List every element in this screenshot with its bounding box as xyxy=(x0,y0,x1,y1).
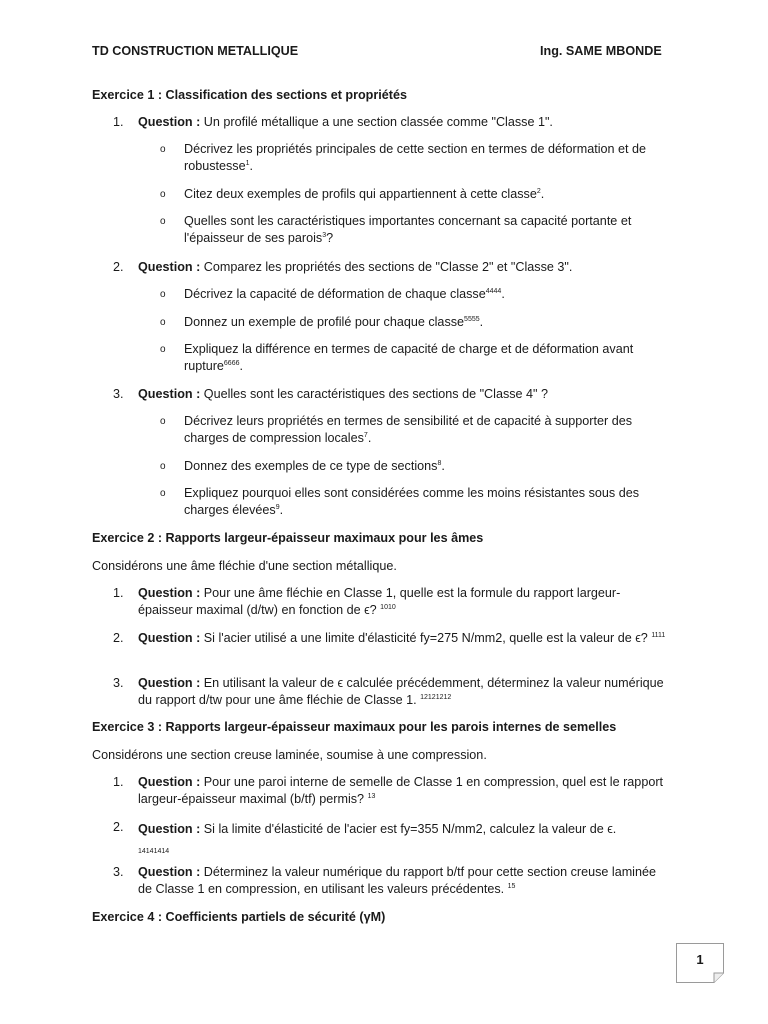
footnote-ref: 5555 xyxy=(464,315,480,323)
footnote-ref: 1 xyxy=(245,159,250,167)
question-label: Question : xyxy=(138,387,201,401)
list-number: 3. xyxy=(113,865,124,879)
question-label: Question : xyxy=(138,631,201,645)
question-text: Quelles sont les caractéristiques des sections de "Classe 4" ? xyxy=(200,387,549,401)
footnote-ref: 4444 xyxy=(485,287,502,295)
bullet-icon: o xyxy=(160,344,166,355)
bullet-icon: o xyxy=(160,488,166,499)
question-label: Question : xyxy=(138,822,201,836)
sub-punct: . xyxy=(279,503,284,517)
list-number: 3. xyxy=(113,387,124,401)
exercise-4-title: Exercice 4 : Coefficients partiels de sécurité (γM) xyxy=(92,910,386,924)
bullet-icon: o xyxy=(160,144,166,155)
question-label: Question : xyxy=(138,586,201,600)
page-number: 1 xyxy=(696,952,704,967)
sub-punct: . xyxy=(441,459,445,473)
question-text: Si la limite d'élasticité de l'acier est fy=355 N/mm2, calculez la valeur de ϵ. xyxy=(200,822,617,836)
page-number-box xyxy=(676,943,724,983)
footnote-ref: 12121212 xyxy=(420,693,452,701)
list-number: 1. xyxy=(113,115,124,129)
question-text: Déterminez la valeur numérique du rapport b/tf pour cette section creuse laminée de Classe 1 en compression, en utilisant les valeurs précédentes. xyxy=(138,865,656,896)
sub-text: Décrivez les propriétés principales de cette section en termes de déformation et de robustesse xyxy=(184,142,647,173)
question-text: Un profilé métallique a une section classée comme "Classe 1". xyxy=(200,115,553,129)
footnote-ref: 8 xyxy=(437,459,442,467)
sub-text: Décrivez la capacité de déformation de chaque classe xyxy=(184,287,486,301)
bullet-icon: o xyxy=(160,289,166,300)
list-number: 2. xyxy=(113,260,124,274)
question-text: Si l'acier utilisé a une limite d'élasticité fy=275 N/mm2, quelle est la valeur de ϵ? xyxy=(200,631,652,645)
footnote-ref: 13 xyxy=(367,792,376,800)
question-text: En utilisant la valeur de ϵ calculée précédemment, déterminez la valeur numérique du rapport d/tw pour une âme fléchie de Classe 1. xyxy=(138,676,664,707)
sub-punct: . xyxy=(540,187,545,201)
question-label: Question : xyxy=(138,676,201,690)
sub-punct: . xyxy=(239,359,243,373)
sub-text: Citez deux exemples de profils qui appartiennent à cette classe xyxy=(184,187,537,201)
sub-text: Donnez des exemples de ce type de sections xyxy=(184,459,438,473)
question-text: Pour une âme fléchie en Classe 1, quelle est la formule du rapport largeur-épaisseur maximal (d/tw) en fonction de ϵ? xyxy=(138,586,621,617)
footnote-ref: 2 xyxy=(536,187,541,195)
sub-punct: . xyxy=(249,159,254,173)
sub-punct: ? xyxy=(326,231,334,245)
question-text: Comparez les propriétés des sections de "Classe 2" et "Classe 3". xyxy=(200,260,573,274)
bullet-icon: o xyxy=(160,189,166,200)
bullet-icon: o xyxy=(160,461,166,472)
question-label: Question : xyxy=(138,775,201,789)
list-number: 2. xyxy=(113,820,124,834)
list-number: 1. xyxy=(113,775,124,789)
exercise-3-intro: Considérons une section creuse laminée, soumise à une compression. xyxy=(92,748,487,762)
doc-title: TD CONSTRUCTION METALLIQUE xyxy=(92,44,299,58)
bullet-icon: o xyxy=(160,216,166,227)
list-number: 2. xyxy=(113,631,124,645)
sub-text: Expliquez pourquoi elles sont considérées comme les moins résistantes sous des charges élevées xyxy=(184,486,640,517)
doc-author: Ing. SAME MBONDE xyxy=(540,44,662,58)
bullet-icon: o xyxy=(160,317,166,328)
sub-punct: . xyxy=(479,315,484,329)
footnote-ref: 3 xyxy=(322,231,327,239)
sub-text: Donnez un exemple de profilé pour chaque classe xyxy=(184,315,465,329)
bullet-icon: o xyxy=(160,416,166,427)
sub-punct: . xyxy=(367,431,372,445)
footnote-ref: 14141414 xyxy=(138,848,170,855)
exercise-3-title: Exercice 3 : Rapports largeur-épaisseur maximaux pour les parois internes de semelles xyxy=(92,720,617,734)
sub-text: Décrivez leurs propriétés en termes de sensibilité et de capacité à supporter des charges de compression locales xyxy=(184,414,633,445)
question-label: Question : xyxy=(138,260,201,274)
question-label: Question : xyxy=(138,865,201,879)
question-text: Pour une paroi interne de semelle de Classe 1 en compression, quel est le rapport largeur-épaisseur maximal (b/tf) permis? xyxy=(138,775,664,806)
footnote-ref: 9 xyxy=(275,503,280,511)
footnote-ref: 7 xyxy=(363,431,368,439)
sub-text: Expliquez la différence en termes de capacité de charge et de déformation avant rupture xyxy=(184,342,634,373)
sub-punct: . xyxy=(501,287,505,301)
sub-text: Quelles sont les caractéristiques importantes concernant sa capacité portante et l'épaisseur de ses parois xyxy=(184,214,632,245)
question-label: Question : xyxy=(138,115,201,129)
list-number: 1. xyxy=(113,586,124,600)
footnote-ref: 15 xyxy=(507,882,516,890)
exercise-1-title: Exercice 1 : Classification des sections et propriétés xyxy=(92,88,407,102)
footnote-ref: 1010 xyxy=(380,603,396,611)
exercise-2-title: Exercice 2 : Rapports largeur-épaisseur maximaux pour les âmes xyxy=(92,531,484,545)
footnote-ref: 1111 xyxy=(651,631,666,639)
list-number: 3. xyxy=(113,676,124,690)
footnote-ref: 6666 xyxy=(223,359,240,367)
exercise-2-intro: Considérons une âme fléchie d'une section métallique. xyxy=(92,559,397,573)
